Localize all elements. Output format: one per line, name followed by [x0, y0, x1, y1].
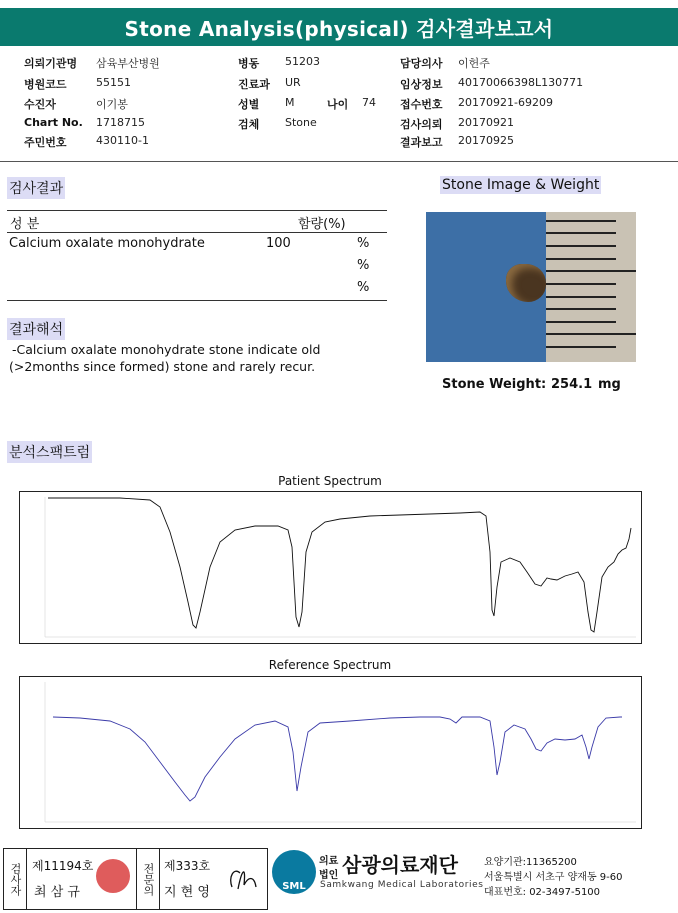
- stone-photo: [426, 212, 636, 362]
- result-unit-1: %: [357, 236, 370, 251]
- column-component: 성 분: [10, 217, 40, 232]
- sex-value: M: [285, 96, 295, 109]
- doctor-label: 담당의사: [400, 57, 443, 70]
- ward-value: 51203: [285, 55, 320, 68]
- request-value: 20170921: [458, 116, 514, 129]
- reference-spectrum-title: Reference Spectrum: [268, 658, 392, 672]
- specimen-value: Stone: [285, 116, 317, 129]
- doctor-value: 이헌주: [458, 57, 490, 70]
- results-table-bottom-line: [7, 300, 387, 301]
- interpretation-heading: 결과해석: [7, 318, 65, 340]
- report-value: 20170925: [458, 134, 514, 147]
- logo-text: SML: [282, 881, 306, 892]
- header-divider: [0, 161, 678, 162]
- stone-weight-unit: mg: [598, 377, 621, 392]
- hospital-code-label: 병원코드: [24, 78, 67, 91]
- column-content: 함량(%): [298, 217, 346, 232]
- patient-value: 이기봉: [96, 98, 128, 111]
- request-label: 검사의뢰: [400, 118, 443, 131]
- patient-spectrum-plot: [19, 491, 642, 644]
- reference-spectrum-line: [53, 717, 622, 801]
- requester-label: 의뢰기관명: [24, 57, 78, 70]
- reference-spectrum-plot: [19, 676, 642, 829]
- result-component-1: Calcium oxalate monohydrate: [9, 236, 205, 251]
- interpretation-line-2: (>2months since formed) stone and rarely recur.: [9, 359, 316, 374]
- examiner-seal: [96, 859, 130, 893]
- age-label: 나이: [327, 98, 349, 111]
- requester-value: 삼육부산병원: [96, 57, 160, 70]
- org-name: 삼광의료재단: [342, 853, 458, 877]
- org-english: Samkwang Medical Laboratories: [320, 880, 484, 890]
- patient-label: 수진자: [24, 98, 56, 111]
- org-small-2: 법인: [319, 870, 339, 881]
- stone-weight-value: 254.1: [551, 377, 593, 392]
- specialist-license: 제333호: [164, 859, 211, 873]
- dept-label: 진료과: [238, 78, 270, 91]
- examiner-name: 최 삼 규: [34, 885, 80, 900]
- dept-value: UR: [285, 76, 301, 89]
- specialist-name: 지 현 영: [164, 885, 210, 900]
- receipt-value: 20170921-69209: [458, 96, 553, 109]
- ruler: [546, 212, 636, 362]
- chart-label: Chart No.: [24, 116, 83, 129]
- interpretation-line-1: -Calcium oxalate monohydrate stone indicate old: [12, 342, 321, 357]
- reference-spectrum-svg: [20, 677, 641, 828]
- specialist-label: 전문의: [136, 849, 160, 909]
- sex-label: 성별: [238, 98, 260, 111]
- results-table-top-line: [7, 210, 387, 211]
- clinical-label: 임상정보: [400, 78, 443, 91]
- stone-weight-label: Stone Weight:: [442, 377, 547, 392]
- hospital-code-value: 55151: [96, 76, 131, 89]
- specimen-label: 검체: [238, 118, 260, 131]
- examiner-license: 제11194호: [32, 859, 94, 873]
- patient-spectrum-line: [48, 498, 631, 632]
- age-value: 74: [362, 96, 376, 109]
- patient-spectrum-title: Patient Spectrum: [278, 474, 382, 488]
- receipt-label: 접수번호: [400, 98, 443, 111]
- result-amount-1: 100: [266, 236, 291, 251]
- spectrum-heading: 분석스팩트럼: [7, 441, 92, 463]
- specialist-signature: [224, 859, 262, 897]
- examiner-label: 검사자: [4, 849, 27, 909]
- chart-value: 1718715: [96, 116, 145, 129]
- org-code: 요양기관:11365200: [484, 857, 577, 868]
- resident-label: 주민번호: [24, 136, 67, 149]
- results-table-header-line: [7, 232, 387, 233]
- result-unit-2: %: [357, 258, 370, 273]
- org-small-1: 의료: [319, 856, 339, 867]
- org-address: 서울특별시 서초구 양재동 9-60: [484, 872, 623, 883]
- result-unit-3: %: [357, 280, 370, 295]
- org-phone: 대표번호: 02-3497-5100: [484, 887, 601, 898]
- resident-value: 430110-1: [96, 134, 149, 147]
- sml-logo: [272, 850, 316, 894]
- clinical-value: 40170066398L130771: [458, 76, 584, 89]
- ward-label: 병동: [238, 57, 260, 70]
- results-heading: 검사결과: [7, 177, 65, 199]
- stone-heading: Stone Image & Weight: [442, 177, 600, 193]
- signature-box: [3, 848, 268, 910]
- patient-spectrum-svg: [20, 492, 641, 643]
- report-title: Stone Analysis(physical) 검사결과보고서: [0, 8, 678, 46]
- stone-specimen: [506, 264, 546, 302]
- report-label: 결과보고: [400, 136, 443, 149]
